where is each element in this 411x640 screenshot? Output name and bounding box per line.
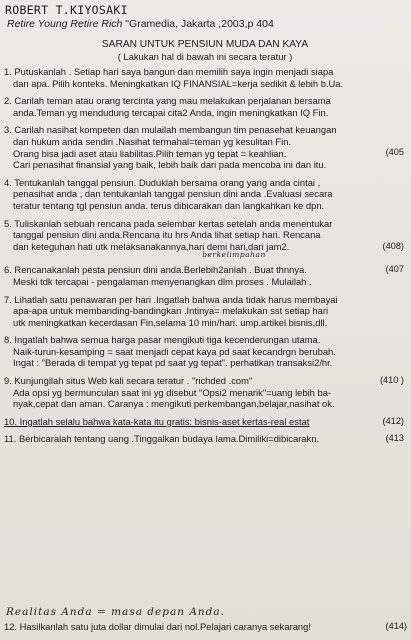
item-7-line-1: 7. Lihatlah satu penawaran per hari .Ingatlah bahwa anda tidak harus membayai (4, 293, 338, 305)
advice-item-2 (4, 95, 406, 118)
advice-item-6 (4, 264, 406, 287)
item-8-line-3: Ingat : "Berada di tempat yg tepat pd saat yg tepat". perhatikan transaksi2/hr. (13, 357, 333, 369)
author-name: ROBERT T.KIYOSAKI (5, 3, 128, 17)
advice-list (4, 66, 406, 445)
advice-item-10 (4, 416, 406, 428)
item-3-line-4: Cari penasihat finansial yang baik, lebih baik dari pada mencoba ini dan itu. (13, 159, 327, 171)
advice-item-1 (4, 66, 406, 89)
item-4-line-1: 4. Tentukanlah tanggal pensiun. Duduklah bersama orang yang anda cintai , (4, 176, 321, 188)
item-9-line-3: nyak,cepat dan aman. Caranya : mengikuti perkembangan,belajar,nasihat ok. (13, 398, 335, 410)
item-2-line-2: anda.Teman yg mendudung tercapai cita2 Anda, ingin meningkatkan IQ Fin. (13, 106, 329, 118)
advice-item-3 (4, 124, 406, 170)
book-citation (7, 18, 406, 31)
item-3-line-3: Orang bisa jadi aset atau liabilitas.Pilih teman yg tepat = keahlian. (13, 147, 287, 159)
page-ref-407: (407 (385, 264, 404, 275)
page-ref-413: (413 (385, 433, 404, 444)
item-8-line-2: Naik-turun-kesamping = saat menjadi cepat kaya pd saat kecandrgn berubah. (13, 345, 336, 357)
item-7-line-3: utk meningkatkan kecerdasan Fin,selama 10 min/hari. ump.artikel bisnis,dll. (13, 316, 328, 328)
item-1-line-1: 1. Putuskanlah . Setiap hari saya bangun dan memilih saya ingin menjadi siapa (4, 66, 334, 77)
page-ref-412: (412) (382, 415, 404, 426)
book-title: Retire Young Retire Rich (7, 18, 123, 30)
item-4-line-3: teratur tentang tgl pensiun anda. terus dibicarakan dan langkahkan ke dpn. (13, 199, 325, 211)
item-9-line-1: 9. Kunjungilah situs Web kali secara teratur . "richded .com" (4, 375, 253, 387)
item-6-line-1: 6. Rencanakanlah pesta pensiun dini anda.Berlebih2anlah . Buat thnnya. (4, 264, 307, 276)
item-8-line-1: 8. Ingatlah bahwa semua harga pasar mengikuti tiga kecenderungan utama. (4, 334, 321, 346)
page-ref-410: (410 ) (379, 375, 404, 386)
item-5-line-2: tanggal pensiun dini anda.Rencana itu hrs Anda lihat setiap hari. Rencana (13, 229, 321, 241)
advice-item-11 (4, 433, 406, 445)
item-7-line-2: apa-apa untuk membanding-bandingkan .Intinya= melakukan sst setiap hari (13, 305, 329, 317)
item-9-line-2: Ada opsi yg bermunculan saat ini yg disebut "Opsi2 menarik"=uang lebih ba- (13, 386, 332, 398)
advice-item-5 (4, 218, 406, 260)
item-4-line-2: penasihat anda , dan tentukanlah tanggal pensiun dini anda .Evaluasi secara (13, 188, 333, 200)
advice-item-7 (4, 294, 406, 329)
item-3-line-2: dan hukum anda sendiri .Nasihat termahal=teman yg kesulitan Fin. (13, 135, 292, 147)
advice-item-4 (4, 177, 406, 212)
handwritten-note: Realitas Anda = masa depan Anda. (6, 606, 225, 618)
item-6-line-2: Meski tdk tercapai - pengalaman menyenangkan dlm proses . Mulailah . (13, 275, 312, 287)
item-10-line-1: 10. Ingatlah selalu bahwa kata-kata itu gratis: bisnis-aset kertas-real estat (4, 415, 310, 427)
page-ref-408: (408) (382, 240, 404, 251)
document-title: SARAN UNTUK PENSIUN MUDA DAN KAYA (101, 39, 309, 50)
item-1-line-2: dan apa. Pilih konteks. Meningkatkan IQ FINANSIAL=kerja sedikit & lebih b.Ua. (13, 77, 344, 89)
publisher-info: "Gramedia, Jakarta ,2003,p 404 (125, 18, 274, 30)
item-3-line-1: 3. Carilah nasihat kompeten dan mulailah membangun tim penasehat keuangan (4, 124, 337, 136)
page-ref-405: (405 (385, 147, 404, 158)
handwritten-annotation: berkelimpahan (202, 250, 266, 260)
document-subtitle: ( Lakukan hal di bawah ini secara teratur ) (117, 51, 293, 62)
advice-item-8 (4, 334, 406, 369)
item-2-line-1: 2. Carilah teman atau orang tercinta yang mau melakukan perjalanan bersama (4, 95, 331, 107)
page-ref-414: (414) (385, 621, 407, 631)
item-5-line-3: dan keteguhan hati utk melaksanakannya,hari demi hari,dari jam2. (13, 240, 290, 252)
advice-item-9 (4, 375, 406, 410)
item-5-line-1: 5. Tuliskanlah sebuah rencana pada selembar kertas setelah anda menentukar (4, 217, 333, 229)
advice-item-12 (4, 621, 409, 633)
item-11-line-1: 11. Berbicaralah tentang uang .Tinggalkan budaya lama.Dimiliki=dibicarakn. (4, 433, 320, 445)
item-12-line-1: 12. Hasilkanlah satu juta dollar dimulai dari nol.Pelajari caranya sekarang! (4, 621, 311, 632)
